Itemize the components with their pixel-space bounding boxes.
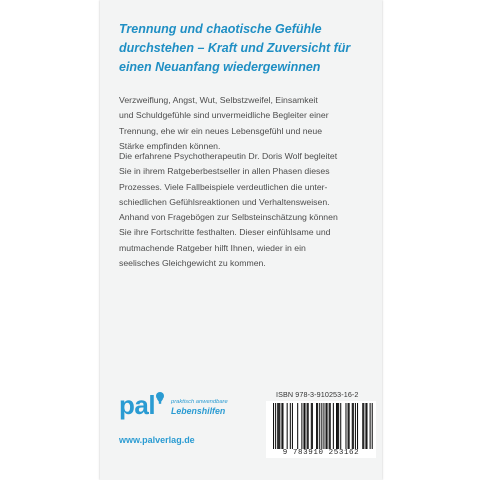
book-back-cover <box>100 0 382 480</box>
paragraph-line: Trennung, ehe wir ein neues Lebensgefühl und neue <box>119 125 323 136</box>
barcode-bar <box>370 403 371 449</box>
paragraph-line: und Schuldgefühle sind unvermeidliche Begleiter einer <box>119 110 329 121</box>
tagline-line: Trennung und chaotische Gefühle <box>119 22 322 36</box>
barcode-bar <box>365 403 366 449</box>
barcode-bar <box>275 403 276 449</box>
barcode-bar <box>337 403 338 449</box>
barcode-bar <box>323 403 324 449</box>
barcode-bar <box>349 403 350 449</box>
barcode-bar <box>290 403 291 449</box>
barcode-bar <box>312 403 313 449</box>
publisher-website: www.palverlag.de <box>119 435 195 445</box>
barcode-bar <box>372 403 373 449</box>
isbn-label: ISBN 978-3-910253-16-2 <box>276 390 359 399</box>
barcode-bar <box>281 403 282 449</box>
barcode-bar <box>305 403 306 449</box>
tagline-line: einen Neuanfang wiedergewinnen <box>119 60 321 74</box>
paragraph-line: Verzweiflung, Angst, Wut, Selbstzweifel, Einsamkeit <box>119 95 318 105</box>
barcode-bar <box>340 403 341 449</box>
barcode-bar <box>311 403 312 449</box>
barcode-bar <box>279 403 280 449</box>
barcode-bar <box>363 403 364 449</box>
barcode-bar <box>297 403 298 449</box>
paragraph-line: Anhand von Fragebögen zur Selbsteinschätzung können <box>119 212 338 223</box>
barcode-bar <box>362 403 363 449</box>
barcode-bar <box>307 403 308 449</box>
barcode-bar <box>277 403 278 449</box>
barcode-bar <box>321 403 322 449</box>
barcode-bar <box>329 403 330 449</box>
publisher-logo <box>119 390 269 426</box>
paragraph-line: Prozesses. Viele Fallbeispiele verdeutlichen die unter- <box>119 181 328 192</box>
description-paragraph-1 <box>119 93 381 154</box>
description-paragraph-2 <box>119 149 381 271</box>
cover-tagline <box>119 20 374 77</box>
barcode-bar <box>333 403 334 449</box>
barcode-bar <box>345 403 346 449</box>
barcode-bar <box>282 403 283 449</box>
barcode-bar <box>301 403 302 449</box>
barcode-bar <box>287 403 288 449</box>
barcode-bar <box>352 403 353 449</box>
barcode-bar <box>366 403 367 449</box>
barcode-bar <box>338 403 339 449</box>
logo-tagline-small: praktisch anwendbare <box>171 399 228 405</box>
tagline-line: durchstehen – Kraft und Zuversicht für <box>119 41 351 55</box>
barcode-bar <box>336 403 337 449</box>
barcode-bars <box>266 401 376 451</box>
barcode-bar <box>357 403 358 449</box>
logo-tagline: Lebenshilfen <box>171 406 226 416</box>
paragraph-line: mutmachende Ratgeber hilft Ihnen, wieder in ein <box>119 242 306 253</box>
barcode-bar <box>317 403 318 449</box>
paragraph-line: Die erfahrene Psychotherapeutin Dr. Doris Wolf begleitet <box>119 151 338 161</box>
paragraph-line: schiedlichen Gefühlsreaktionen und Verhaltensweisen. <box>119 196 330 207</box>
hot-air-balloon-icon <box>155 392 165 404</box>
barcode-bar <box>273 403 274 449</box>
paragraph-line: Stärke empfinden können. <box>119 140 221 151</box>
barcode-bar <box>348 403 349 449</box>
barcode-bar <box>278 403 279 449</box>
barcode-bar <box>353 403 354 449</box>
barcode-digits: 9 783910 253162 <box>266 449 376 458</box>
paragraph-line: Sie ihre Fortschritte festhalten. Dieser einfühlsame und <box>119 227 331 238</box>
barcode-bar <box>308 403 309 449</box>
logo-wordmark: pal <box>119 390 156 420</box>
barcode-bar <box>292 403 293 449</box>
barcode-bar <box>355 403 356 449</box>
paragraph-line: seelisches Gleichgewicht zu kommen. <box>119 258 266 269</box>
barcode-bar <box>327 403 328 449</box>
barcode-bar <box>319 403 320 449</box>
paragraph-line: Sie in ihrem Ratgeberbestseller in allen Phasen dieses <box>119 166 330 177</box>
barcode-bar <box>303 403 304 449</box>
barcode-bar <box>316 403 317 449</box>
barcode-bar <box>330 403 331 449</box>
barcode-bar <box>326 403 327 449</box>
isbn-barcode <box>266 401 376 457</box>
